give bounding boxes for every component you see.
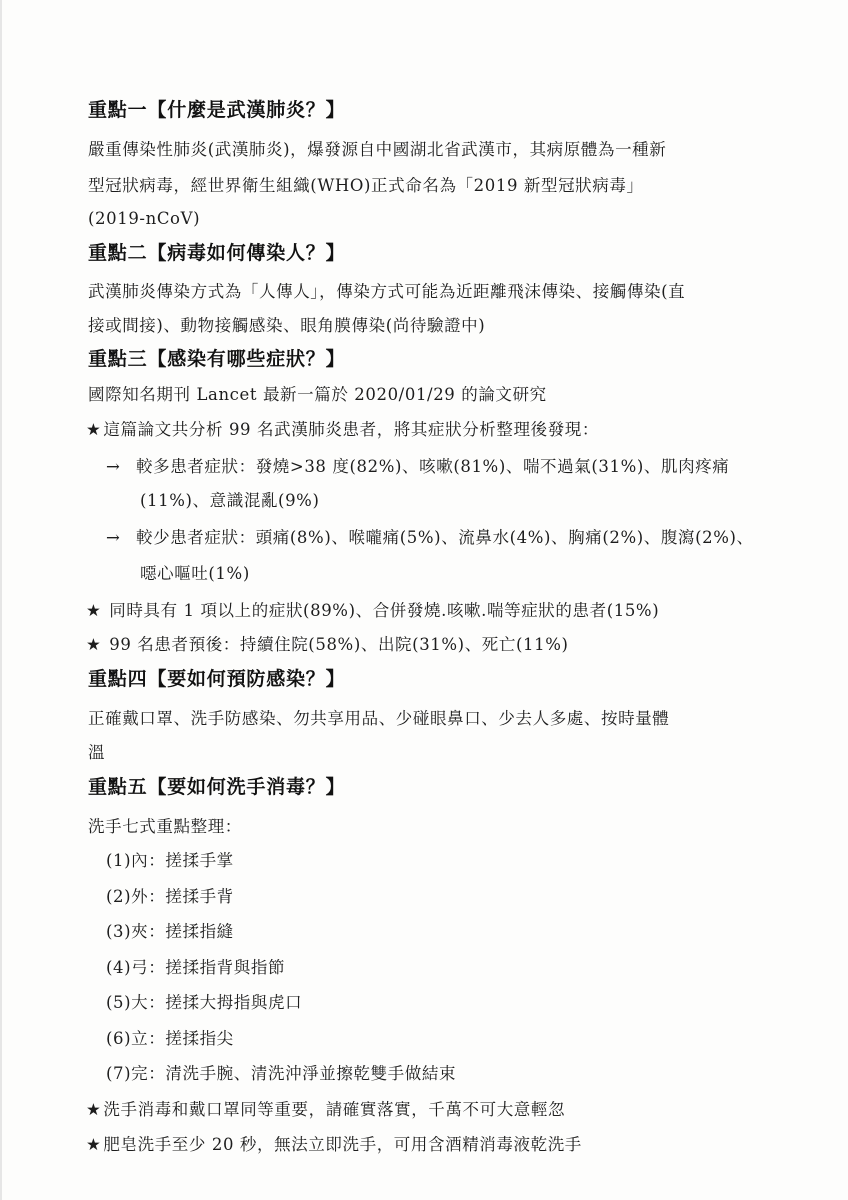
wash-step-3: (3)夾：搓揉指縫 [106, 922, 234, 941]
section-3-arrow-1-line-2: (11%)、意識混亂(9%) [140, 491, 320, 510]
section-3-star-note-1-text: 同時具有 1 項以上的症狀(89%)、合併發燒.咳嗽.喘等症狀的患者(15%) [109, 601, 660, 620]
wash-step-4: (4)弓：搓揉指背與指節 [106, 958, 286, 977]
section-2-line-1: 武漢肺炎傳染方式為「人傳人」，傳染方式可能為近距離飛沫傳染、接觸傳染(直 [88, 282, 686, 301]
section-3-arrow-2-line-2: 噁心嘔吐(1%) [140, 564, 250, 583]
section-3-arrow-2-line-1 [106, 526, 754, 550]
section-4-heading: 重點四【要如何預防感染？】 [88, 668, 346, 690]
wash-step-5: (5)大：搓揉大拇指與虎口 [106, 993, 303, 1012]
section-5-star-note-2 [86, 1133, 582, 1157]
section-5-intro: 洗手七式重點整理： [88, 817, 242, 836]
scan-edge-left [0, 0, 2, 1200]
section-3-arrow-1-line-1 [106, 455, 729, 479]
section-2-heading: 重點二【病毒如何傳染人？】 [88, 242, 346, 264]
section-3-intro: 國際知名期刊 Lancet 最新一篇於 2020/01/29 的論文研究 [88, 385, 547, 404]
section-1-heading: 重點一【什麼是武漢肺炎？】 [88, 99, 346, 121]
section-5-star-note-2-text: 肥皂洗手至少 20 秒，無法立即洗手，可用含酒精消毒液乾洗手 [103, 1135, 582, 1154]
section-4-line-2: 溫 [88, 743, 106, 762]
section-2-line-2: 接或間接)、動物接觸感染、眼角膜傳染(尚待驗證中) [88, 316, 486, 335]
arrow-right-icon: → [106, 528, 121, 547]
star-icon: ★ [86, 635, 102, 654]
section-3-star-note-1 [86, 599, 659, 623]
star-icon: ★ [86, 1100, 102, 1119]
section-3-arrow-1-text: 較多患者症狀：發燒>38 度(82%)、咳嗽(81%)、喘不過氣(31%)、肌肉疼痛 [136, 457, 730, 476]
arrow-right-icon: → [106, 457, 121, 476]
section-1-line-3: (2019-nCoV) [88, 209, 201, 228]
section-3-star-line [86, 418, 599, 442]
section-3-arrow-2-text: 較少患者症狀：頭痛(8%)、喉嚨痛(5%)、流鼻水(4%)、胸痛(2%)、腹瀉(2%)、 [136, 528, 754, 547]
wash-step-1: (1)內：搓揉手掌 [106, 851, 234, 870]
star-icon: ★ [86, 1135, 102, 1154]
star-icon: ★ [86, 420, 102, 439]
section-3-star-text: 這篇論文共分析 99 名武漢肺炎患者，將其症狀分析整理後發現： [103, 420, 599, 439]
star-icon: ★ [86, 601, 102, 620]
section-4-line-1: 正確戴口罩、洗手防感染、勿共享用品、少碰眼鼻口、少去人多處、按時量體 [88, 709, 670, 728]
section-5-star-note-1-text: 洗手消毒和戴口罩同等重要，請確實落實，千萬不可大意輕忽 [103, 1100, 566, 1119]
wash-step-7: (7)完：清洗手腕、清洗沖淨並擦乾雙手做結束 [106, 1064, 457, 1083]
section-5-star-note-1 [86, 1098, 565, 1122]
section-3-star-note-2 [86, 633, 569, 657]
wash-step-6: (6)立：搓揉指尖 [106, 1029, 234, 1048]
section-3-star-note-2-text: 99 名患者預後：持續住院(58%)、出院(31%)、死亡(11%) [109, 635, 569, 654]
wash-step-2: (2)外：搓揉手背 [106, 887, 234, 906]
section-1-line-2: 型冠狀病毒，經世界衛生組織(WHO)正式命名為「2019 新型冠狀病毒」 [88, 176, 644, 195]
section-5-heading: 重點五【要如何洗手消毒？】 [88, 776, 346, 798]
section-1-line-1: 嚴重傳染性肺炎(武漢肺炎)，爆發源自中國湖北省武漢市，其病原體為一種新 [88, 140, 667, 159]
section-3-heading: 重點三【感染有哪些症狀？】 [88, 348, 346, 370]
